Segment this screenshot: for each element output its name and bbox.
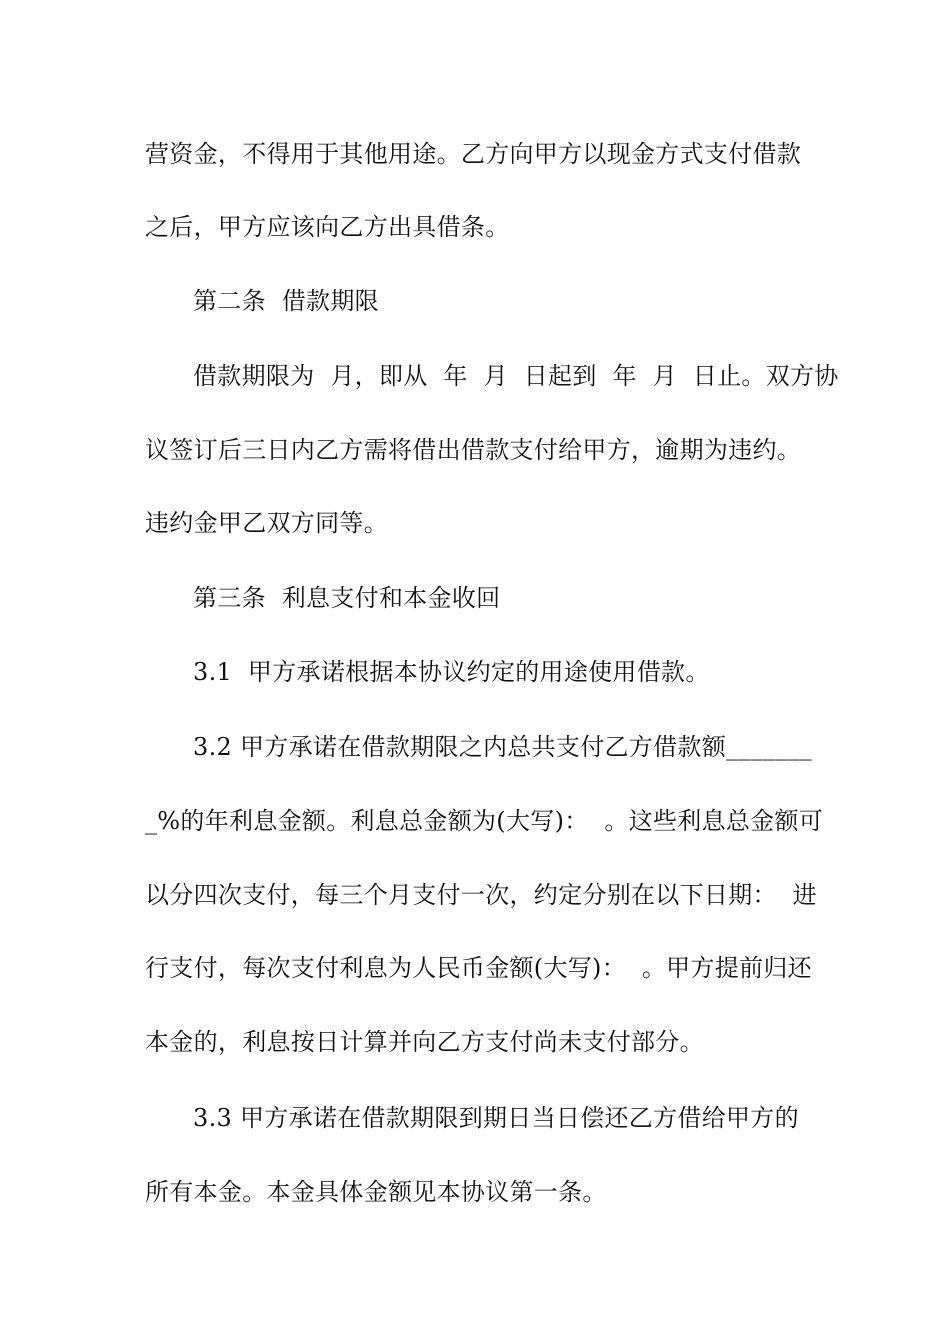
text-line: 本金的，利息按日计算并向乙方支付尚未支付部分。	[145, 1028, 704, 1056]
text-line: 议签订后三日内乙方需将借出借款支付给甲方，逾期为违约。	[145, 436, 802, 464]
text-line: 以分四次支付，每三个月支付一次，约定分别在以下日期： 进	[145, 881, 817, 909]
text-line: 违约金甲乙双方同等。	[145, 509, 388, 537]
text-line: 行支付，每次支付利息为人民币金额(大写)： 。甲方提前归还	[145, 954, 812, 982]
text-line: 借款期限为 月，即从 年 月 日起到 年 月 日止。双方协	[193, 362, 839, 390]
text-line: 营资金，不得用于其他用途。乙方向甲方以现金方式支付借款	[145, 140, 802, 168]
clause-line: 3.2 甲方承诺在借款期限之内总共支付乙方借款额_______	[193, 733, 813, 761]
text-line: 之后，甲方应该向乙方出具借条。	[145, 213, 510, 241]
text-line: 所有本金。本金具体金额见本协议第一条。	[145, 1178, 607, 1206]
clause-line: 3.3 甲方承诺在借款期限到期日当日偿还乙方借给甲方的	[193, 1104, 799, 1132]
text-line: _%的年利息金额。利息总金额为(大写)： 。这些利息总金额可	[145, 807, 824, 835]
section-heading: 第三条 利息支付和本金收回	[193, 584, 501, 612]
section-heading: 第二条 借款期限	[193, 287, 379, 315]
clause-line: 3.1 甲方承诺根据本协议约定的用途使用借款。	[193, 658, 710, 686]
